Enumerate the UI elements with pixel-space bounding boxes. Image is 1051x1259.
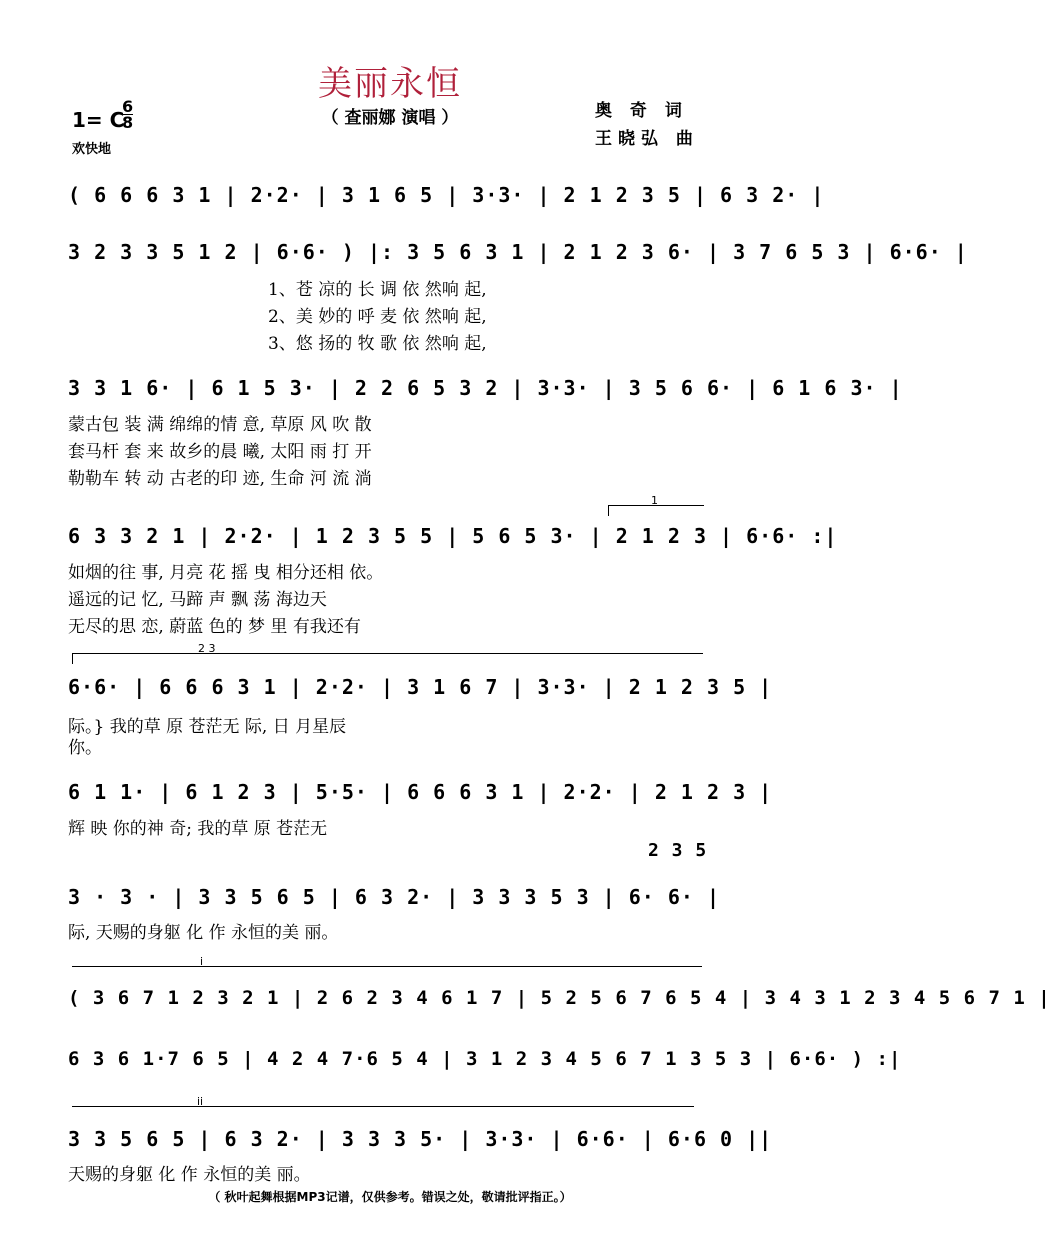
transcription-note: （ 秋叶起舞根据MP3记谱，仅供参考。错误之处，敬请批评指正。） [208,1190,572,1204]
lyric-line: 辉 映 你的神 奇; 我的草 原 苍茫无 [68,819,328,839]
lyric-verse-2: 套马杆 套 来 故乡的晨 曦, 太阳 雨 打 开 [68,442,372,462]
volta-label: 2 3 [198,642,216,655]
composer-credit: 王晓弘 曲 [595,129,699,149]
key-signature: 1= C [72,108,125,132]
lyric-verse-3: 勒勒车 转 动 古老的印 迹, 生命 河 流 淌 [68,469,372,489]
lyricist-credit: 奥 奇 词 [595,101,688,121]
lyric-verse-2: 2、美 妙的 呼 麦 依 然响 起, [268,307,487,327]
score-system-8-notes: ( 3 6 7 1 2 3 2 1 | 2 6 2 3 4 6 1 7 | 5 2 5 6 7 6 5 4 | 3 4 3 1 2 3 4 5 6 7 1 | [68,987,1051,1009]
lyric-verse-1: 蒙古包 装 满 绵绵的情 意, 草原 风 吹 散 [68,415,372,435]
volta-label: 1 [651,494,658,507]
lyric-verse-3: 3、悠 扬的 牧 歌 依 然响 起, [268,334,487,354]
score-system-9-notes: 6 3 6 1·7 6 5 | 4 2 4 7·6 5 4 | 3 1 2 3 4 5 6 7 1 3 5 3 | 6·6· ) :| [68,1048,902,1070]
score-system-4-notes: 6 3 3 2 1 | 2·2· | 1 2 3 5 5 | 5 6 5 3· | 2 1 2 3 | 6·6· :| [68,524,838,548]
score-system-10-notes: 3 3 5 6 5 | 6 3 2· | 3 3 3 5· | 3·3· | 6·6· | 6·6 0 || [68,1127,773,1151]
time-signature [122,99,133,130]
score-system-7-notes: 3 · 3 · | 3 3 5 6 5 | 6 3 2· | 3 3 3 5 3 | 6· 6· | [68,885,721,909]
performer-credit: （ 查丽娜 演唱 ） [321,108,459,128]
time-signature-top: 6 [122,97,134,116]
lyric-verse-1: 如烟的往 事, 月亮 花 摇 曳 相分还相 依。 [68,563,384,583]
volta-bracket-ii [72,1095,694,1117]
ossia-notes: 2 3 5 [648,840,708,861]
tempo-marking: 欢快地 [72,142,112,157]
time-signature-bottom: 8 [122,113,134,132]
lyric-line: 际。} 我的草 原 苍茫无 际, 日 月星辰 [68,717,347,737]
lyric-verse-2: 遥远的记 忆, 马蹄 声 飘 荡 海边天 [68,590,327,610]
lyric-line: 际, 天赐的身躯 化 作 永恒的美 丽。 [68,923,339,943]
score-system-6-notes: 6 1 1· | 6 1 2 3 | 5·5· | 6 6 6 3 1 | 2·2· | 2 1 2 3 | [68,780,773,804]
score-system-1-notes: ( 6 6 6 3 1 | 2·2· | 3 1 6 5 | 3·3· | 2 1 2 3 5 | 6 3 2· | [68,183,825,207]
lyric-verse-3: 无尽的思 恋, 蔚蓝 色的 梦 里 有我还有 [68,617,361,637]
score-system-2-notes: 3 2 3 3 5 1 2 | 6·6· ) |: 3 5 6 3 1 | 2 1 2 3 6· | 3 7 6 5 3 | 6·6· | [68,240,968,264]
score-system-5-notes: 6·6· | 6 6 6 3 1 | 2·2· | 3 1 6 7 | 3·3· | 2 1 2 3 5 | [68,675,773,699]
volta-label: i [200,955,204,968]
lyric-line: 天赐的身躯 化 作 永恒的美 丽。 [68,1165,311,1185]
lyric-line: 你。 [68,738,102,758]
volta-bracket-i [72,955,702,977]
volta-bracket-1 [608,494,704,516]
volta-bracket-23 [72,642,703,664]
song-title: 美丽永恒 [318,64,462,104]
lyric-verse-1: 1、苍 凉的 长 调 依 然响 起, [268,280,487,300]
volta-label: ii [197,1095,204,1108]
score-system-3-notes: 3 3 1 6· | 6 1 5 3· | 2 2 6 5 3 2 | 3·3· | 3 5 6 6· | 6 1 6 3· | [68,376,903,400]
